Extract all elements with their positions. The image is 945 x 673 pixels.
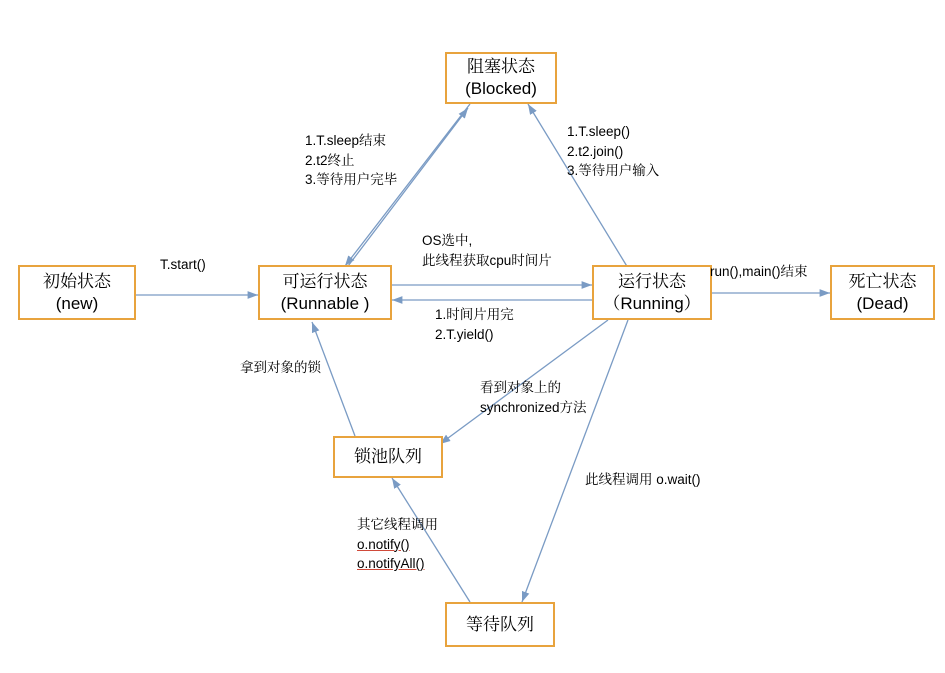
node-dead-label-en: (Dead) (856, 293, 909, 313)
node-new[interactable] (18, 265, 136, 320)
edge-label-os-select-line1: OS选中, (422, 233, 473, 248)
node-wait-queue-label: 等待队列 (466, 614, 534, 634)
edge-label-wait-call-line1: 此线程调用 o.wait() (585, 472, 701, 487)
node-wait-queue[interactable] (445, 602, 555, 647)
edge-label-notify-line2: o.notify() (357, 536, 410, 552)
edge-label-os-select (422, 231, 552, 270)
edge-label-notify-line3: o.notifyAll() (357, 556, 425, 572)
node-lock-pool-label: 锁池队列 (354, 447, 422, 467)
node-dead[interactable] (830, 265, 935, 320)
node-new-label-en: (new) (55, 293, 99, 313)
edge-label-wait-call (585, 470, 701, 490)
edge-label-synchronized-line1: 看到对象上的 (480, 380, 561, 395)
node-blocked-label-en: (Blocked) (465, 79, 537, 98)
edge-label-blocked-out-line1: 1.T.sleep结束 (305, 133, 387, 148)
node-runnable[interactable] (258, 265, 392, 320)
edge-label-blocked-out (305, 131, 397, 190)
edge-label-start (160, 255, 206, 275)
edge-label-got-lock-line1: 拿到对象的锁 (240, 360, 321, 375)
node-new-label-cn: 初始状态 (43, 271, 111, 291)
node-running-label-en: （Running） (603, 293, 701, 313)
edge-label-synchronized (480, 378, 587, 417)
edge-label-dead-exit-line1: run(),main()结束 (710, 264, 808, 279)
edge-label-dead-exit (710, 262, 808, 282)
edge-label-got-lock (240, 358, 321, 378)
node-dead-label-cn: 死亡状态 (848, 271, 917, 291)
edge-label-yield-line1: 1.时间片用完 (435, 307, 514, 322)
node-running-label-cn: 运行状态 (618, 271, 686, 291)
edge-label-blocked-in (567, 122, 659, 181)
node-blocked[interactable] (445, 52, 557, 104)
edge-label-notify (357, 515, 438, 574)
edge-label-blocked-in-line2: 2.t2.join() (567, 143, 624, 159)
edge-label-start-line1: T.start() (160, 257, 206, 272)
edge-label-os-select-line2: 此线程获取cpu时间片 (422, 252, 552, 268)
edge-label-notify-line1: 其它线程调用 (357, 517, 438, 532)
node-runnable-label-en: (Runnable ) (280, 293, 370, 313)
edge-label-synchronized-line2: synchronized方法 (480, 399, 587, 415)
node-lock-pool[interactable] (333, 436, 443, 478)
edge-label-blocked-out-line3: 3.等待用户完毕 (305, 172, 398, 188)
edge-label-yield (435, 305, 514, 344)
edge-running-to-waitqueue (522, 320, 628, 602)
edge-label-blocked-in-line3: 3.等待用户输入 (567, 163, 660, 179)
node-blocked-label-cn: 阻塞状态 (467, 57, 535, 77)
edge-label-yield-line2: 2.T.yield() (435, 326, 494, 342)
edge-lockpool-to-runnable (312, 322, 355, 436)
edge-label-blocked-in-line1: 1.T.sleep() (567, 124, 631, 139)
node-running[interactable] (592, 265, 712, 320)
node-runnable-label-cn: 可运行状态 (282, 271, 368, 291)
edge-label-blocked-out-line2: 2.t2终止 (305, 152, 355, 168)
